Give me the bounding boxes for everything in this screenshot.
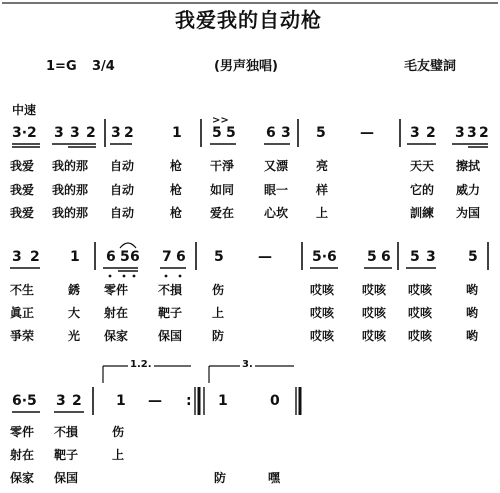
lyric: 上 (112, 448, 125, 462)
note: 3·2 (12, 125, 37, 141)
voice-type: (男声独唱) (214, 59, 278, 74)
lyric: 我的那 (52, 206, 89, 220)
note: 1 (172, 125, 182, 141)
lyric: 哎咳 (408, 329, 433, 343)
accent-marks: >> (212, 115, 229, 126)
note: 6·5 (12, 393, 37, 409)
lyric: 我爱 (10, 206, 35, 220)
lyric: 防 (214, 471, 227, 485)
lyric: 爱在 (210, 206, 235, 220)
lyric: 光 (68, 329, 81, 343)
repeat-sign: : (186, 393, 192, 409)
note: 2 (30, 249, 40, 265)
volta-2-label: 3. (242, 359, 253, 370)
lyric: 銹 (68, 283, 81, 297)
lyric: 我的那 (52, 159, 89, 173)
lyric: 哎咳 (310, 329, 335, 343)
lyric: 嘿 (268, 471, 281, 485)
note: 5 (410, 249, 420, 265)
note: 3 (467, 125, 477, 141)
note: 3 (455, 125, 465, 141)
dash: — (360, 125, 374, 141)
lyric: 哎咳 (408, 306, 433, 320)
note: 2 (72, 393, 82, 409)
note: 5 (468, 249, 478, 265)
lyric: 它的 (410, 183, 435, 197)
note: 0 (270, 393, 280, 409)
lyric: 爭荣 (10, 329, 35, 343)
lyric: 大 (68, 306, 81, 320)
note: 5 (226, 125, 236, 141)
lyric: 伤 (212, 283, 225, 297)
lyric: 靶子 (158, 306, 183, 320)
lyric: 哎咳 (310, 283, 335, 297)
lyric: 天天 (410, 159, 435, 173)
lyric: 防 (212, 329, 225, 343)
lyric: 眼一 (264, 183, 289, 197)
dash: — (148, 393, 162, 409)
lyric: 不損 (158, 283, 183, 297)
lyric: 枪 (170, 183, 183, 197)
lyric: 干淨 (210, 159, 235, 173)
lyric: 哎咳 (310, 306, 335, 320)
note: 3 (111, 125, 121, 141)
note: 2 (124, 125, 134, 141)
lyric: 上 (316, 206, 329, 220)
lyric: 哟 (466, 283, 479, 297)
lyric: 不生 (10, 283, 35, 297)
note: 3 (12, 249, 22, 265)
lyric: 訓練 (410, 206, 435, 220)
note: 5 (367, 249, 377, 265)
lyric: 心坎 (264, 206, 289, 220)
note: 5 (212, 125, 222, 141)
lyric: 射在 (104, 306, 129, 320)
note: 6 (381, 249, 391, 265)
lyric: 为国 (456, 206, 481, 220)
lyric: 射在 (10, 448, 35, 462)
lyric: 又漂 (264, 159, 289, 173)
lyric: 保国 (158, 329, 183, 343)
lyric: 我的那 (52, 183, 89, 197)
lyric: 我爱 (10, 183, 35, 197)
lyric: 自动 (110, 183, 135, 197)
lyric: 亮 (316, 159, 329, 173)
lyric: 不損 (54, 425, 79, 439)
lyric: 自动 (110, 206, 135, 220)
note: 6 (266, 125, 276, 141)
key-signature: 1=G (46, 59, 77, 74)
lyricist-credit: 毛友璧詞 (404, 59, 457, 74)
lyric: 自动 (110, 159, 135, 173)
tempo-marking: 中速 (12, 103, 37, 117)
note: 2 (86, 125, 96, 141)
note: 7 (162, 249, 172, 265)
note: 3 (281, 125, 291, 141)
lyric: 零件 (10, 425, 35, 439)
lyric: 哟 (466, 306, 479, 320)
lyric: 哎咳 (408, 283, 433, 297)
lyric: 枪 (170, 206, 183, 220)
lyric: 保国 (54, 471, 79, 485)
lyric: 擦拭 (456, 159, 481, 173)
time-signature: 3/4 (92, 59, 115, 74)
lyric: 眞正 (10, 306, 35, 320)
note: 6 (106, 249, 116, 265)
lyric: 哎咳 (362, 306, 387, 320)
note: 1 (70, 249, 80, 265)
note: 2 (479, 125, 489, 141)
note: 5 (316, 125, 326, 141)
note: 3 (70, 125, 80, 141)
lyric: 哎咳 (362, 329, 387, 343)
note: 5·6 (312, 249, 337, 265)
note: 1 (116, 393, 126, 409)
lyric: 上 (212, 306, 225, 320)
lyric: 枪 (170, 159, 183, 173)
volta-1-label: 1.2. (130, 359, 152, 370)
note: 6 (176, 249, 186, 265)
lyric: 威力 (456, 183, 481, 197)
lyric: 如同 (210, 183, 235, 197)
note: 6 (130, 249, 140, 265)
note: 3 (56, 393, 66, 409)
lyric: 样 (316, 183, 329, 197)
note: 3 (426, 249, 436, 265)
lyric: 伤 (112, 425, 125, 439)
note: 5 (120, 249, 130, 265)
note: 1 (218, 393, 228, 409)
note: 3 (54, 125, 64, 141)
lyric: 零件 (104, 283, 129, 297)
lyric: 保家 (104, 329, 129, 343)
dash: — (258, 249, 272, 265)
lyric: 哟 (466, 329, 479, 343)
lyric: 保家 (10, 471, 35, 485)
lyric: 我爱 (10, 159, 35, 173)
note: 5 (214, 249, 224, 265)
lyric: 靶子 (54, 448, 79, 462)
note: 3 (410, 125, 420, 141)
lyric: 哎咳 (362, 283, 387, 297)
note: 2 (426, 125, 436, 141)
song-title: 我爱我的自动枪 (175, 8, 322, 32)
